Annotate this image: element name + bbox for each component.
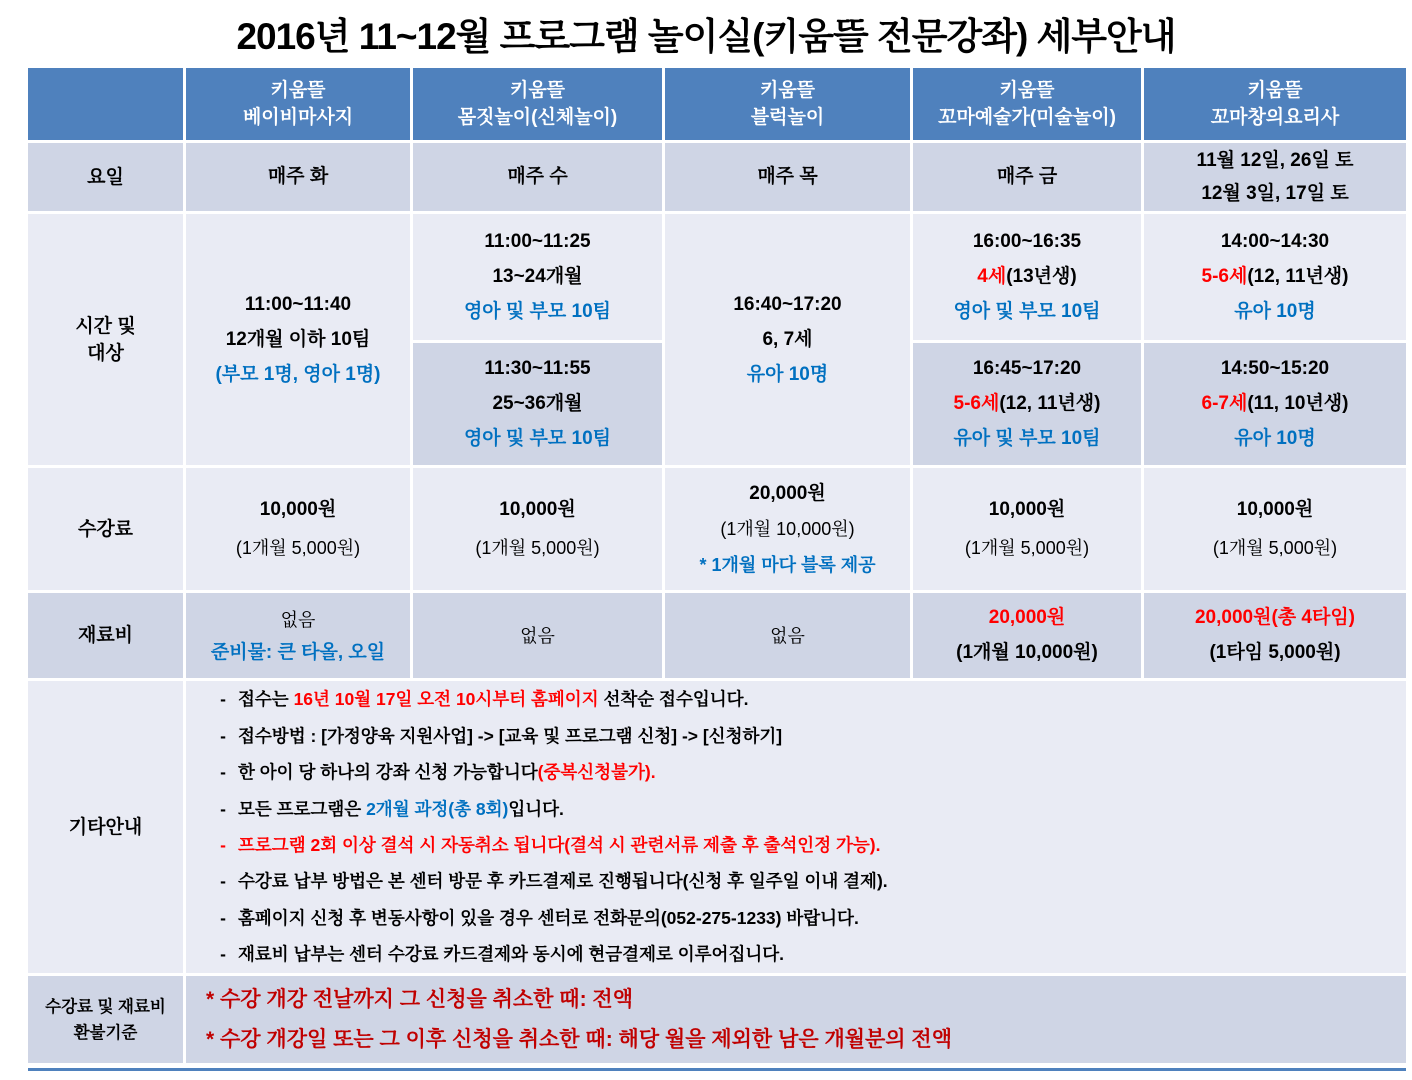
material-cell-cook: 20,000원(총 4타임) (1타임 5,000원) — [1144, 593, 1406, 678]
time-cell-baby-massage: 11:00~11:40 12개월 이하 10팀 (부모 1명, 영아 1명) — [186, 214, 410, 465]
fee-row-label: 수강료 — [28, 468, 183, 590]
day-row-label: 요일 — [28, 143, 183, 211]
info-line: - 접수방법 : [가정양육 지원사업] -> [교육 및 프로그램 신청] -> [신청하기] — [220, 725, 783, 746]
header-brand: 키움뜰 — [1247, 80, 1303, 101]
header-program: 꼬마창의요리사 — [1210, 107, 1340, 128]
time-cell-body-play-2: 11:30~11:55 25~36개월 영아 및 부모 10팀 — [413, 343, 662, 465]
day-cell-fri: 매주 금 — [913, 143, 1141, 211]
table-bottom-border — [28, 1068, 1406, 1071]
refund-line: * 수강 개강일 또는 그 이후 신청을 취소한 때: 해당 월을 제외한 남은 개월분의 전액 — [206, 1027, 952, 1051]
material-row-label: 재료비 — [28, 593, 183, 678]
day-cell-sat: 11월 12일, 26일 토 12월 3일, 17일 토 — [1144, 143, 1406, 211]
header-brand: 키움뜰 — [270, 80, 326, 101]
fee-cell-cook: 10,000원 (1개월 5,000원) — [1144, 468, 1406, 590]
time-cell-body-play-1: 11:00~11:25 13~24개월 영아 및 부모 10팀 — [413, 214, 662, 340]
time-cell-artist-1: 16:00~16:35 4세(13년생) 영아 및 부모 10팀 — [913, 214, 1141, 340]
refund-content — [186, 976, 1406, 1063]
header-cell-body-play — [413, 68, 662, 140]
time-row-label: 시간 및 대상 — [28, 214, 183, 465]
refund-row-label: 수강료 및 재료비 환불기준 — [28, 976, 183, 1063]
header-cell-little-artist — [913, 68, 1141, 140]
time-cell-block-play: 16:40~17:20 6, 7세 유아 10명 — [665, 214, 910, 465]
time-cell-artist-2: 16:45~17:20 5-6세(12, 11년생) 유아 및 부모 10팀 — [913, 343, 1141, 465]
header-program: 베이비마사지 — [242, 107, 354, 128]
info-row-label: 기타안내 — [28, 681, 183, 973]
info-line: - 모든 프로그램은 2개월 과정(총 8회)입니다. — [220, 798, 564, 819]
header-program: 꼬마예술가(미술놀이) — [938, 107, 1116, 128]
header-brand: 키움뜰 — [509, 80, 566, 101]
fee-cell-baby-massage: 10,000원 (1개월 5,000원) — [186, 468, 410, 590]
info-line: - 한 아이 당 하나의 강좌 신청 가능합니다(중복신청불가). — [220, 762, 656, 783]
header-cell-block-play — [665, 68, 910, 140]
day-cell-wed: 매주 수 — [413, 143, 662, 211]
material-cell-artist: 20,000원 (1개월 10,000원) — [913, 593, 1141, 678]
day-cell-tue: 매주 화 — [186, 143, 410, 211]
header-brand: 키움뜰 — [759, 80, 816, 101]
header-corner-cell — [28, 68, 183, 140]
info-line: - 접수는 16년 10월 17일 오전 10시부터 홈페이지 선착순 접수입니다. — [220, 689, 749, 710]
info-line: - 프로그램 2회 이상 결석 시 자동취소 됩니다(결석 시 관련서류 제출 후 출석인정 가능). — [220, 835, 881, 855]
fee-cell-block-play: 20,000원 (1개월 10,000원) * 1개월 마다 블록 제공 — [665, 468, 910, 590]
fee-cell-body-play: 10,000원 (1개월 5,000원) — [413, 468, 662, 590]
header-cell-little-cook — [1144, 68, 1406, 140]
header-program: 몸짓놀이(신체놀이) — [457, 107, 618, 128]
header-program: 블럭놀이 — [750, 107, 825, 128]
info-line: - 재료비 납부는 센터 수강료 카드결제와 동시에 현금결제로 이루어집니다. — [220, 944, 785, 965]
time-cell-cook-2: 14:50~15:20 6-7세(11, 10년생) 유아 10명 — [1144, 343, 1406, 465]
refund-line: * 수강 개강 전날까지 그 신청을 취소한 때: 전액 — [206, 987, 633, 1011]
day-cell-thu: 매주 목 — [665, 143, 910, 211]
info-line: - 수강료 납부 방법은 본 센터 방문 후 카드결제로 진행됩니다(신청 후 일주일 이내 결제). — [220, 871, 888, 892]
material-cell-body-play: 없음 — [413, 593, 662, 678]
material-cell-block-play: 없음 — [665, 593, 910, 678]
header-cell-baby-massage — [186, 68, 410, 140]
header-brand: 키움뜰 — [999, 80, 1055, 101]
info-content — [186, 681, 1406, 973]
material-cell-baby-massage: 없음 준비물: 큰 타올, 오일 — [186, 593, 410, 678]
page-title: 2016년 11~12월 프로그램 놀이실(키움뜰 전문강좌) 세부안내 — [236, 16, 1176, 57]
info-line: - 홈페이지 신청 후 변동사항이 있을 경우 센터로 전화문의(052-275-1233) 바랍니다. — [220, 907, 859, 928]
program-table — [28, 68, 1406, 1063]
fee-cell-artist: 10,000원 (1개월 5,000원) — [913, 468, 1141, 590]
time-cell-cook-1: 14:00~14:30 5-6세(12, 11년생) 유아 10명 — [1144, 214, 1406, 340]
